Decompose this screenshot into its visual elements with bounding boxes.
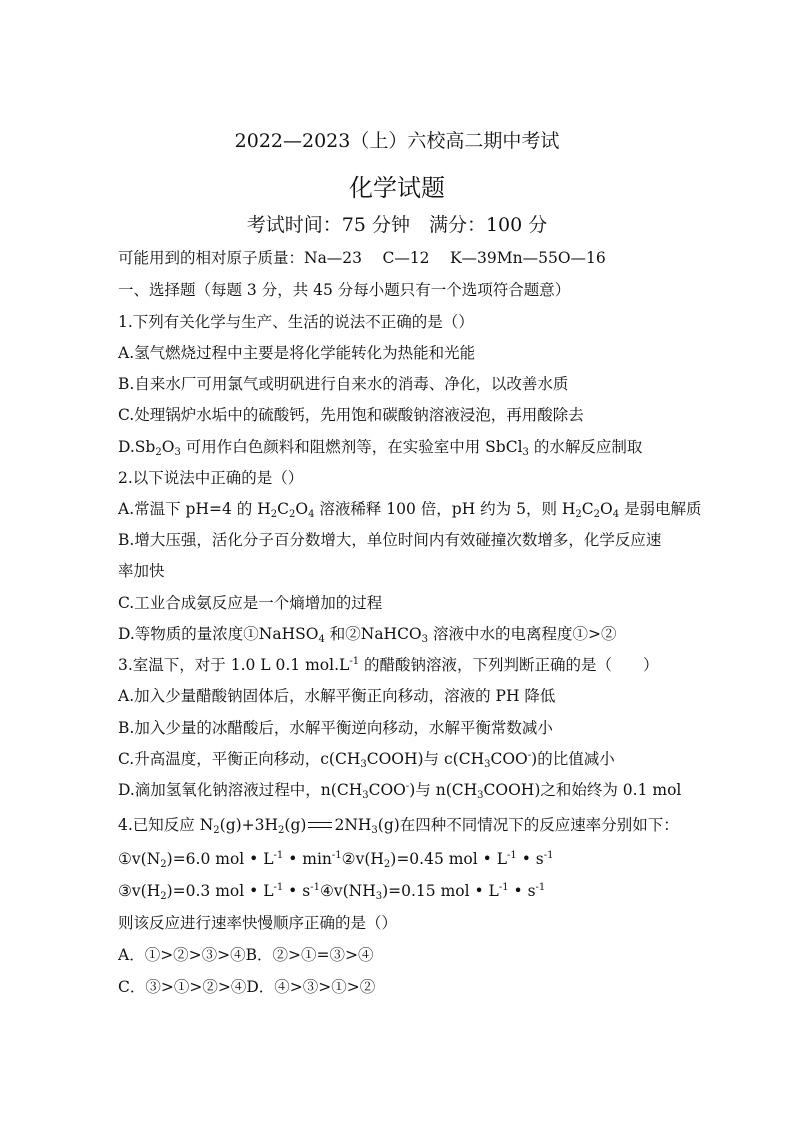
- q4-ask: 则该反应进行速率快慢顺序正确的是（）: [118, 914, 398, 932]
- q2-option-a: A.常温下 pH=4 的 $H_2C_2O_4$ 溶液稀释 100 倍，pH 约为 5，则 $H_2C_2O_4$ 是弱电解质: [118, 500, 702, 520]
- q4-options-ab: A．①>②>③>④B．②>①=③>④: [118, 946, 374, 964]
- q2-stem: 2.以下说法中正确的是（）: [118, 469, 304, 487]
- q2-option-d: D.等物质的量浓度①NaHSO$_4$ 和②NaHCO$_3$ 溶液中水的电离程度①>②: [118, 625, 617, 645]
- q4-stem: 4.已知反应 $N_2(g)+3H_2(g)$ $2NH_3(g)$在四种不同情况下的反应速率分别如下：: [118, 816, 679, 836]
- q1-option-d: $D.Sb_2O_3$ 可用作白色颜料和阻燃剂等，在实验室中用 SbCl$_3$ 的水解反应制取: [118, 438, 643, 458]
- q1-option-b: B.自来水厂可用氯气或明矾进行自来水的消毒、净化，以改善水质: [118, 375, 569, 393]
- q2-option-b: B.增大压强，活化分子百分数增大，单位时间内有效碰撞次数增多，化学反应速: [118, 531, 662, 549]
- q4-rates-1: $①v(N_2)=6.0$ mol • $L^{-1}$ • $\min^{-1}②v(H_2)=0.45$ mol • $L^{-1}$ • $s^{-1}$: [118, 850, 554, 870]
- q4-options-cd: C．③>①>②>④D．④>③>①>②: [118, 978, 376, 996]
- q3-option-a: A.加入少量醋酸钠固体后，水解平衡正向移动，溶液的 PH 降低: [118, 687, 556, 705]
- q3-option-c: C.升高温度，平衡正向移动，$c(CH_3COOH)$与 $c(CH_3COO^-)$的比值减小: [118, 750, 615, 770]
- exam-title: 2022—2023（上）六校高二期中考试: [234, 130, 560, 152]
- q3-stem: 3.室温下，对于 1.0 L 0.1 $mol.L^{-1}$ 的醋酸钠溶液，下列判断正确的是（ ）: [118, 656, 659, 674]
- q1-option-a: A.氢气燃烧过程中主要是将化学能转化为热能和光能: [118, 344, 476, 362]
- q3-option-d: D.滴加氢氧化钠溶液过程中，$n(CH_3COO^-)$与 $n(CH_3COOH)$之和始终为 0.1 mol: [118, 781, 682, 801]
- atomic-masses: 可能用到的相对原子质量：Na—23 C—12 K—39Mn—55O—16: [118, 249, 606, 267]
- section-heading: 一、选择题（每题 3 分，共 45 分每小题只有一个选项符合题意）: [118, 281, 571, 299]
- equilibrium-arrow-icon: [306, 819, 334, 831]
- q3-option-b: B.加入少量的冰醋酸后，水解平衡逆向移动，水解平衡常数减小: [118, 719, 553, 737]
- q4-rates-2: $③v(H_2)=0.3$ mol • $L^{-1}$ • $s^{-1}④v(NH_3)=0.15$ mol • $L^{-1}$ • $s^{-1}$: [118, 882, 546, 902]
- q2-option-c: C.工业合成氨反应是一个熵增加的过程: [118, 594, 383, 612]
- q2-option-b-cont: 率加快: [118, 562, 165, 580]
- q1-stem: 1.下列有关化学与生产、生活的说法不正确的是（）: [118, 313, 474, 331]
- exam-info: 考试时间：75 分钟 满分：100 分: [246, 214, 548, 236]
- q1-option-c: C.处理锅炉水垢中的硫酸钙，先用饱和碳酸钠溶液浸泡，再用酸除去: [118, 406, 584, 424]
- subject-title: 化学试题: [349, 174, 445, 202]
